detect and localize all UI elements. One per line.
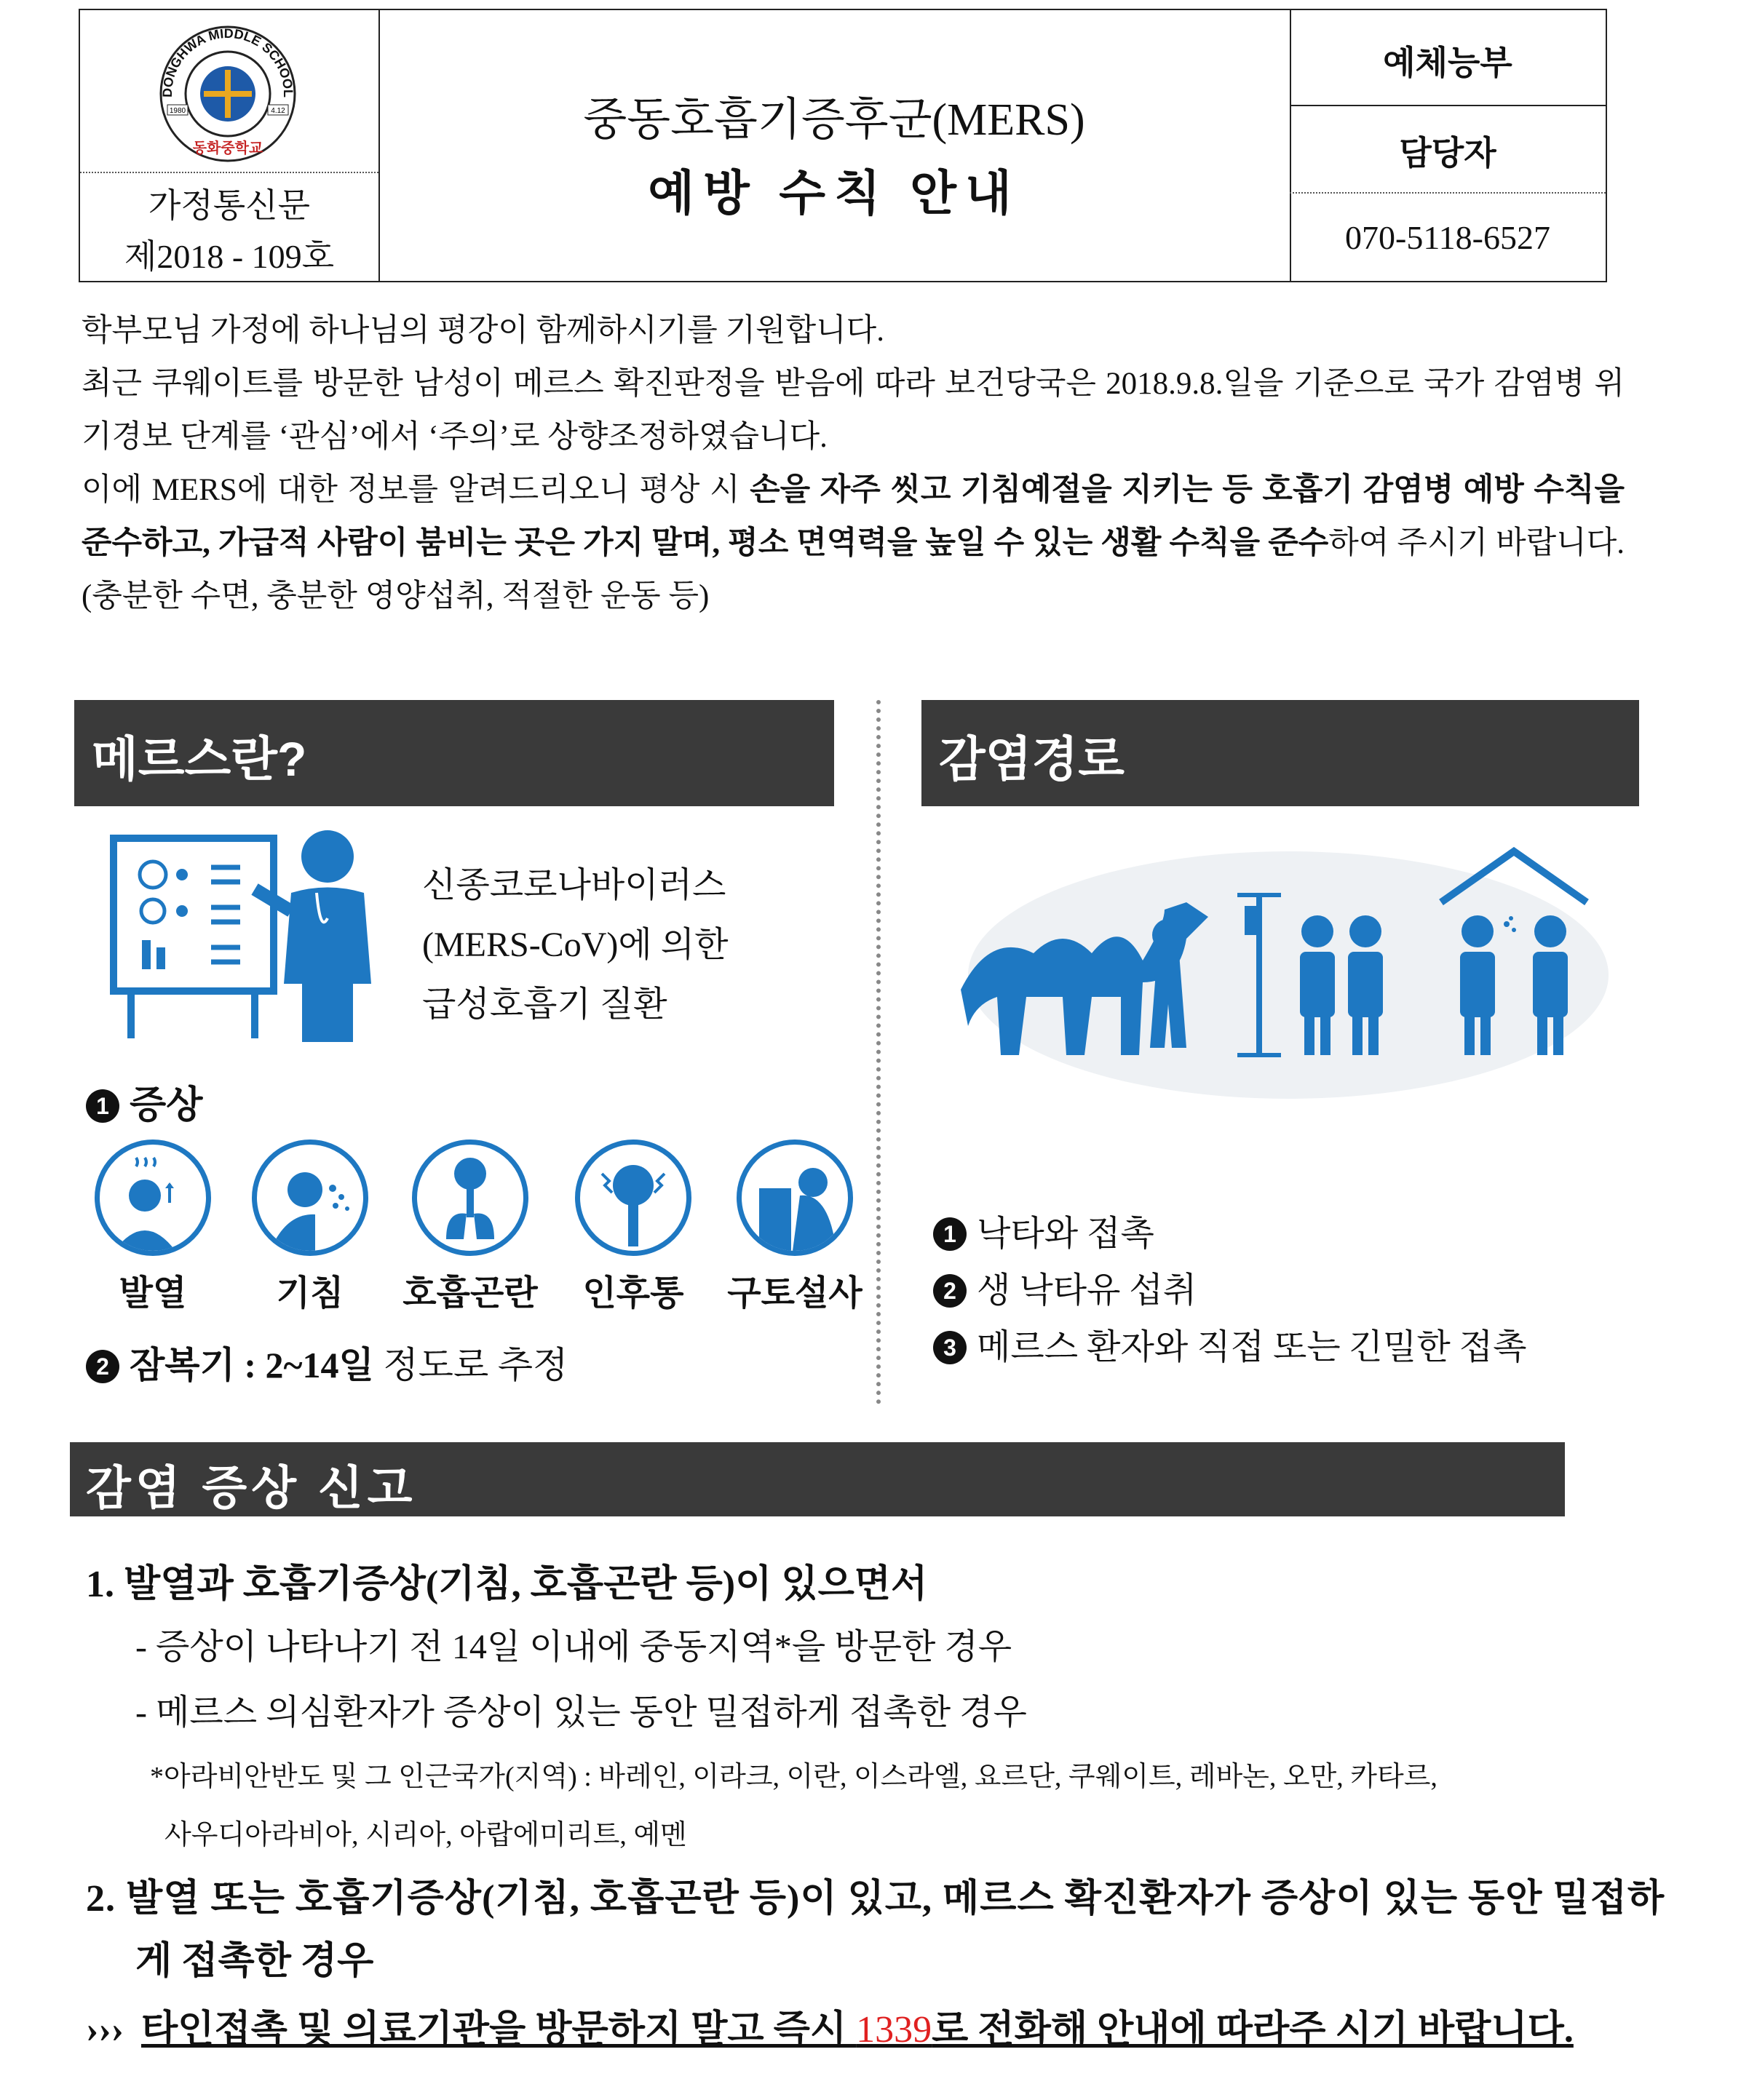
report-item-2: 게 접촉한 경우 <box>135 1941 374 1982</box>
newsletter-number: 제2018 - 109호 <box>124 238 335 275</box>
vomiting-icon <box>737 1140 853 1256</box>
incubation-period: 2 잠복기 : 2~14일 정도로 추정 <box>86 1336 568 1388</box>
fever-icon <box>95 1140 211 1256</box>
sore-throat-icon <box>575 1140 691 1256</box>
header-divider <box>1290 105 1606 106</box>
report-item-1-sub: - 메르스 의심환자가 증상이 있는 동안 밀접하게 접촉한 경우 <box>135 1693 1027 1732</box>
symptom-label: 기침 <box>276 1274 344 1313</box>
call-instruction: ››› 타인접촉 및 의료기관을 방문하지 말고 즉시 1339로 전화해 안내에 따라주 시기 바랍니다. <box>86 2009 1574 2051</box>
report-item-1-sub: - 증상이 나타나기 전 14일 이내에 중동지역*을 방문한 경우 <box>135 1628 1012 1666</box>
page-title: 중동호흡기증후군(MERS) <box>583 95 1085 145</box>
infection-route-illustration <box>946 837 1616 1106</box>
department: 예체능부 <box>1383 44 1512 81</box>
cough-icon <box>252 1140 368 1256</box>
mers-description <box>422 856 728 1035</box>
section-heading-what-is-mers: 메르스란? <box>74 700 834 806</box>
route-item: 3 메르스 환자와 직접 또는 긴밀한 접촉 <box>933 1319 1527 1369</box>
arrow-marker: ››› <box>86 2009 124 2051</box>
page-subtitle: 예방 수칙 안내 <box>648 167 1020 220</box>
report-item-2: 2. 발열 또는 호흡기증상(기침, 호흡곤란 등)이 있고, 메르스 확진환자가 증상이 있는 동안 밀접하 <box>86 1878 1665 1920</box>
symptom-label: 구토설사 <box>727 1274 862 1313</box>
symptom-label: 인후통 <box>582 1274 684 1313</box>
header-divider <box>1290 192 1606 194</box>
lungs-icon <box>412 1140 528 1256</box>
section-heading-infection-route: 감염경로 <box>921 700 1639 806</box>
mers-desc-line: (MERS-CoV)에 의한 <box>422 926 729 964</box>
symptom-label: 발열 <box>119 1274 187 1313</box>
svg-text:DONGHWA MIDDLE SCHOOL: DONGHWA MIDDLE SCHOOL <box>159 25 296 98</box>
header-table <box>79 9 1607 282</box>
symptom-label: 호흡곤란 <box>402 1274 538 1313</box>
number-badge: 1 <box>86 1089 119 1123</box>
report-item-1: 1. 발열과 호흡기증상(기침, 호흡곤란 등)이 있으면서 <box>86 1564 928 1605</box>
middle-east-note: 사우디아라비아, 시리아, 아랍에미리트, 예멘 <box>164 1820 687 1850</box>
mers-desc-line: 급성호흡기 질환 <box>422 985 667 1024</box>
number-badge: 1 <box>933 1217 967 1251</box>
intro-line: 학부모님 가정에 하나님의 평강이 함께하시기를 기원합니다. <box>82 314 884 348</box>
number-badge: 2 <box>86 1350 119 1383</box>
route-item: 2 생 낙타유 섭취 <box>933 1262 1197 1312</box>
header-divider <box>80 172 378 173</box>
contact-label: 담당자 <box>1399 135 1496 172</box>
doctor-board-icon <box>109 824 386 1042</box>
middle-east-note: *아라비안반도 및 그 인근국가(지역) : 바레인, 이라크, 이란, 이스라엘, 요르단, 쿠웨이트, 레바논, 오만, 카타르, <box>150 1762 1437 1792</box>
hotline-number: 1339 <box>856 2009 932 2051</box>
intro-line: 이에 MERS에 대한 정보를 알려드리오니 평상 시 손을 자주 씻고 기침예절을 지키는 등 호흡기 감염병 예방 수칙을 준수하고, 가급적 사람이 붐비는 곳은 가지 말며, 평소 면역력을 높일 수 있는 생활 수칙을 준수하여 주시기 바랍니다. (충분한 수면, 충분한 영양섭취, 적절한 운동 등) <box>82 473 1625 613</box>
number-badge: 3 <box>933 1331 967 1364</box>
school-logo <box>144 17 312 163</box>
route-item: 1 낙타와 접촉 <box>933 1205 1154 1255</box>
intro-line: 최근 쿠웨이트를 방문한 남성이 메르스 확진판정을 받음에 따라 보건당국은 2018.9.8.일을 기준으로 국가 감염병 위기경보 단계를 ‘관심’에서 ‘주의’로 상향조정하였습니다. <box>82 367 1625 454</box>
section-heading-report: 감염 증상 신고 <box>70 1442 1565 1516</box>
newsletter-label: 가정통신문 <box>148 187 311 224</box>
number-badge: 2 <box>933 1274 967 1308</box>
svg-text:4.12: 4.12 <box>271 107 285 115</box>
mers-desc-line: 신종코로나바이러스 <box>422 866 726 904</box>
symptoms-title: 1 증상 <box>86 1074 202 1129</box>
svg-text:동화중학교: 동화중학교 <box>192 139 263 156</box>
intro-paragraph <box>82 304 1625 623</box>
column-divider <box>876 700 881 1404</box>
contact-phone: 070-5118-6527 <box>1345 219 1550 256</box>
svg-text:1980: 1980 <box>169 107 186 115</box>
